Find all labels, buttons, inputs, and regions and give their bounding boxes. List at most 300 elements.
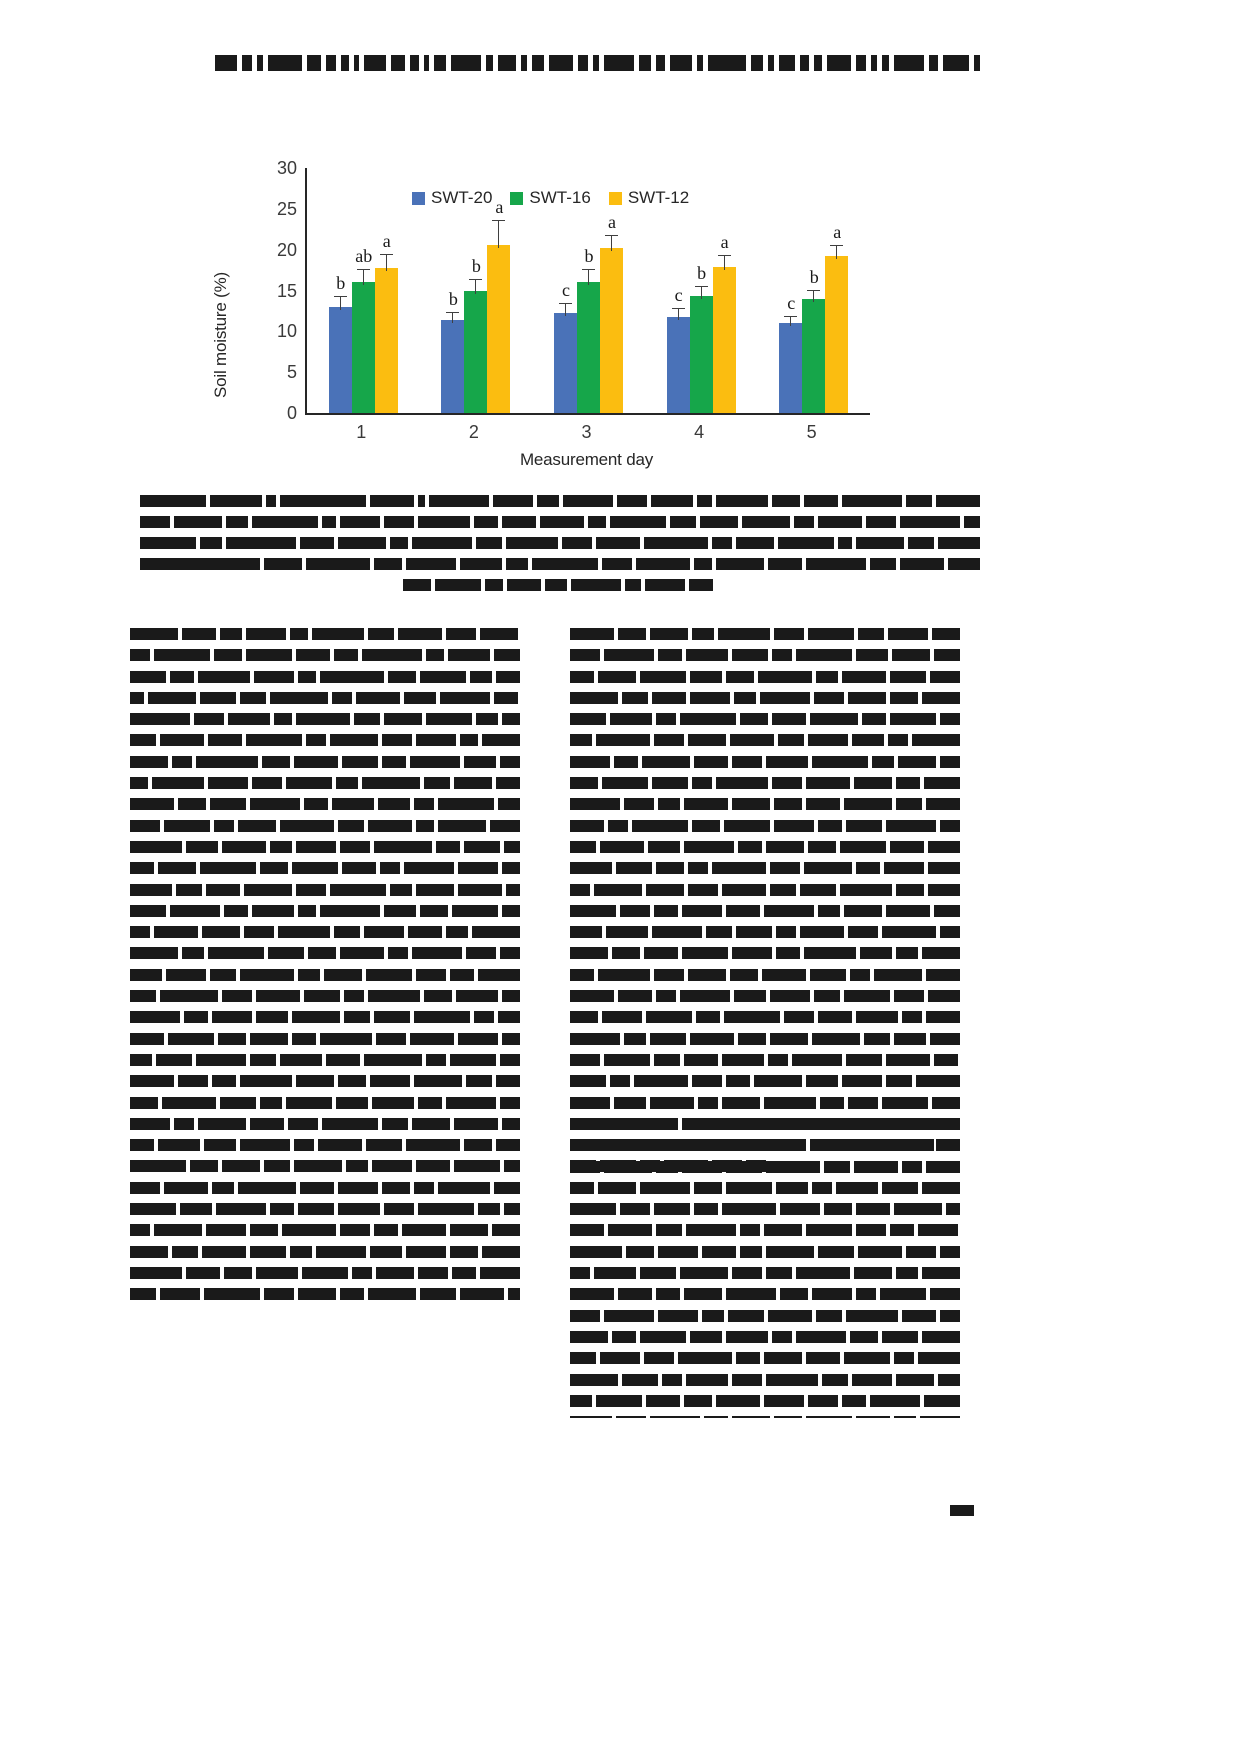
error-bar-cap: [357, 269, 370, 270]
redacted-word: [692, 777, 712, 789]
redacted-word: [318, 1139, 362, 1151]
redacted-word: [626, 1246, 654, 1258]
redacted-word: [448, 649, 490, 661]
redacted-word: [884, 862, 924, 874]
error-bar: [724, 256, 725, 270]
redacted-word: [804, 495, 838, 507]
redacted-word: [368, 990, 420, 1002]
redacted-word: [632, 820, 688, 832]
redacted-word: [298, 905, 316, 917]
x-axis-title: Measurement day: [519, 450, 654, 469]
redacted-word: [682, 905, 722, 917]
redacted-word: [336, 1097, 368, 1109]
redacted-word: [596, 734, 650, 746]
redacted-word: [842, 671, 886, 683]
redacted-word: [602, 777, 648, 789]
redacted-word: [264, 1160, 290, 1172]
error-bar-cap: [695, 286, 708, 287]
bar-swt-12-day-1: [375, 268, 398, 413]
redacted-word: [130, 777, 148, 789]
redacted-word: [912, 734, 960, 746]
redacted-word: [689, 579, 713, 591]
redacted-word: [768, 55, 774, 71]
redacted-word: [500, 1097, 520, 1109]
redacted-word: [780, 1288, 808, 1300]
redacted-word: [814, 990, 840, 1002]
redacted-word: [196, 1054, 246, 1066]
redacted-word: [418, 516, 470, 528]
redacted-word: [654, 1203, 690, 1215]
redacted-word: [570, 798, 620, 810]
redacted-word: [202, 926, 240, 938]
redacted-word: [507, 579, 541, 591]
redacted-word: [680, 1267, 728, 1279]
redacted-word: [426, 1054, 446, 1066]
error-bar-cap: [446, 312, 459, 313]
redacted-line: [130, 947, 520, 959]
redacted-word: [218, 1033, 246, 1045]
redacted-word: [434, 55, 446, 71]
redacted-line: [130, 1224, 520, 1236]
redacted-word: [172, 1246, 198, 1258]
redacted-word: [822, 1374, 848, 1386]
redacted-word: [842, 1395, 866, 1407]
redacted-word: [768, 1054, 788, 1066]
redacted-word: [740, 1224, 760, 1236]
redacted-word: [896, 1267, 918, 1279]
redacted-word: [656, 55, 665, 71]
redacted-word: [426, 713, 472, 725]
redacted-word: [478, 1203, 500, 1215]
redacted-word: [382, 756, 406, 768]
redacted-word: [652, 692, 686, 704]
redacted-word: [728, 1310, 764, 1322]
redacted-word: [418, 1267, 448, 1279]
redacted-word: [688, 969, 726, 981]
redacted-word: [900, 516, 960, 528]
redacted-word: [202, 1246, 246, 1258]
redacted-word: [226, 516, 248, 528]
redacted-word: [842, 495, 902, 507]
redacted-word: [890, 1224, 914, 1236]
redacted-word: [384, 516, 414, 528]
redacted-word: [642, 756, 690, 768]
redacted-word: [418, 495, 425, 507]
redacted-word: [842, 1075, 882, 1087]
redacted-word: [570, 1033, 620, 1045]
redacted-word: [336, 777, 358, 789]
redacted-word: [170, 905, 220, 917]
redacted-word: [818, 516, 862, 528]
redacted-line: [140, 495, 980, 507]
redacted-word: [600, 841, 644, 853]
redacted-word: [354, 55, 359, 71]
error-bar: [701, 287, 702, 299]
redacted-word: [286, 777, 332, 789]
redacted-word: [252, 516, 318, 528]
redacted-word: [778, 734, 804, 746]
redacted-word: [412, 537, 472, 549]
redacted-line: [130, 1097, 520, 1109]
redacted-word: [154, 926, 198, 938]
redacted-word: [812, 1288, 852, 1300]
redacted-word: [738, 841, 762, 853]
redacted-word: [240, 692, 266, 704]
redacted-word: [758, 1118, 808, 1130]
redacted-word: [634, 1118, 678, 1130]
redacted-word: [570, 1246, 622, 1258]
redacted-word: [280, 1054, 322, 1066]
redacted-word: [774, 820, 814, 832]
redacted-word: [922, 692, 960, 704]
redacted-word: [570, 1416, 612, 1418]
redacted-word: [474, 516, 498, 528]
redacted-word: [154, 649, 210, 661]
redacted-line: [130, 1203, 520, 1215]
redacted-word: [604, 649, 654, 661]
redacted-word: [210, 495, 262, 507]
redacted-word: [224, 905, 248, 917]
redacted-word: [918, 1224, 958, 1236]
redacted-line: [130, 841, 520, 853]
redacted-word: [738, 1033, 766, 1045]
redacted-word: [612, 1331, 636, 1343]
significance-letter: b: [471, 255, 481, 276]
redacted-word: [718, 628, 770, 640]
significance-letter: a: [720, 232, 729, 253]
redacted-word: [570, 1161, 600, 1173]
redacted-word: [446, 1097, 496, 1109]
redacted-word: [414, 798, 434, 810]
redacted-line: [130, 820, 520, 832]
redacted-line: [130, 862, 520, 874]
redacted-word: [816, 1310, 842, 1322]
redacted-word: [506, 537, 558, 549]
redacted-word: [130, 1182, 160, 1194]
redacted-word: [210, 969, 236, 981]
redacted-word: [856, 1011, 898, 1023]
redacted-word: [164, 1182, 208, 1194]
redacted-word: [438, 1182, 490, 1194]
redacted-word: [376, 1033, 406, 1045]
redacted-word: [810, 1139, 858, 1151]
redacted-line: [130, 1246, 520, 1258]
redacted-line: [570, 841, 960, 853]
redacted-word: [766, 1246, 814, 1258]
redacted-word: [412, 947, 462, 959]
redacted-word: [222, 841, 266, 853]
redacted-word: [780, 1203, 820, 1215]
redacted-word: [810, 969, 846, 981]
redacted-word: [836, 1182, 878, 1194]
error-bar: [340, 297, 341, 310]
redacted-word: [508, 1288, 520, 1300]
redacted-word: [212, 1011, 252, 1023]
redacted-word: [690, 671, 722, 683]
redacted-word: [764, 905, 814, 917]
error-bar: [452, 313, 453, 323]
error-bar-cap: [807, 290, 820, 291]
redacted-line: [570, 1267, 960, 1279]
redacted-word: [496, 1075, 520, 1087]
redacted-word: [496, 777, 520, 789]
redacted-word: [936, 495, 980, 507]
redacted-word: [906, 495, 932, 507]
redacted-word: [658, 1310, 698, 1322]
redacted-word: [766, 1161, 820, 1173]
redacted-word: [622, 1374, 658, 1386]
redacted-word: [604, 1161, 652, 1173]
redacted-word: [451, 55, 481, 71]
redacted-word: [130, 990, 156, 1002]
redacted-word: [670, 516, 696, 528]
redacted-word: [262, 756, 290, 768]
redacted-word: [604, 55, 634, 71]
redacted-word: [476, 713, 498, 725]
redacted-line: [570, 1395, 960, 1407]
redacted-word: [266, 495, 276, 507]
redacted-word: [846, 1310, 898, 1322]
redacted-word: [684, 841, 734, 853]
significance-letter: c: [561, 279, 570, 300]
redacted-word: [130, 628, 178, 640]
redacted-word: [896, 884, 924, 896]
redacted-word: [766, 1267, 792, 1279]
redacted-word: [388, 671, 416, 683]
redacted-word: [334, 649, 358, 661]
redacted-word: [296, 1075, 334, 1087]
redacted-word: [304, 990, 340, 1002]
redacted-word: [178, 798, 206, 810]
error-bar-cap: [718, 255, 731, 256]
bar-swt-20-day-3: [554, 313, 577, 413]
redacted-word: [198, 671, 250, 683]
error-bar: [588, 270, 589, 284]
redacted-word: [416, 734, 456, 746]
redacted-word: [670, 55, 692, 71]
bar-swt-16-day-1: [352, 282, 375, 413]
redacted-word: [570, 1097, 610, 1109]
significance-letter: a: [495, 197, 504, 218]
redacted-word: [228, 713, 270, 725]
redacted-word: [896, 1139, 934, 1151]
redacted-word: [130, 692, 144, 704]
redacted-word: [130, 1033, 164, 1045]
redacted-word: [506, 558, 528, 570]
redacted-word: [500, 756, 520, 768]
redacted-line: [570, 692, 960, 704]
redacted-word: [818, 820, 842, 832]
redacted-word: [852, 1374, 892, 1386]
redacted-word: [764, 1395, 804, 1407]
redacted-word: [130, 1054, 152, 1066]
redacted-word: [338, 820, 364, 832]
redacted-word: [736, 926, 772, 938]
redacted-word: [658, 1246, 698, 1258]
redacted-word: [882, 1331, 918, 1343]
redacted-word: [974, 55, 980, 71]
redacted-word: [722, 884, 766, 896]
redacted-word: [482, 1246, 520, 1258]
redacted-line: [570, 1374, 960, 1386]
redacted-word: [854, 777, 892, 789]
redacted-word: [570, 1352, 596, 1364]
redacted-word: [732, 1374, 762, 1386]
redacted-word: [804, 862, 852, 874]
redacted-line: [570, 628, 960, 640]
redacted-line: [570, 1118, 960, 1130]
redacted-word: [476, 537, 502, 549]
redacted-word: [504, 1203, 520, 1215]
redacted-word: [692, 820, 720, 832]
redacted-word: [172, 756, 192, 768]
redacted-line: [130, 1118, 520, 1130]
redacted-word: [772, 713, 806, 725]
redacted-word: [902, 1011, 922, 1023]
redacted-line: [950, 1505, 978, 1518]
redacted-word: [890, 692, 918, 704]
redacted-line: [130, 990, 520, 1002]
redacted-word: [416, 1160, 450, 1172]
redacted-word: [926, 798, 960, 810]
redacted-word: [296, 713, 350, 725]
redacted-word: [240, 969, 294, 981]
redacted-word: [570, 905, 616, 917]
redacted-word: [406, 558, 456, 570]
redacted-word: [844, 990, 890, 1002]
redacted-word: [814, 692, 844, 704]
redacted-line: [130, 1054, 520, 1066]
redacted-word: [498, 55, 516, 71]
redacted-word: [654, 1054, 680, 1066]
redacted-word: [426, 649, 444, 661]
redacted-word: [436, 841, 460, 853]
x-tick-label: 5: [806, 422, 817, 442]
redacted-line: [130, 1139, 520, 1151]
redacted-word: [570, 671, 594, 683]
redacted-word: [416, 969, 446, 981]
redacted-word: [290, 628, 308, 640]
redacted-line: [570, 671, 960, 683]
redacted-word: [264, 1288, 294, 1300]
redacted-line: [570, 820, 960, 832]
redacted-line: [130, 671, 520, 683]
redacted-word: [818, 1246, 854, 1258]
redacted-word: [354, 713, 380, 725]
redacted-word: [890, 841, 924, 853]
redacted-word: [928, 862, 960, 874]
redacted-word: [888, 734, 908, 746]
redacted-line: [130, 734, 520, 746]
redacted-word: [370, 1246, 402, 1258]
plot-area: [305, 168, 870, 415]
redacted-word: [708, 55, 746, 71]
redacted-word: [800, 55, 809, 71]
redacted-word: [934, 649, 960, 661]
redacted-word: [186, 1267, 220, 1279]
redacted-word: [294, 756, 338, 768]
redacted-line: [130, 1033, 520, 1045]
redacted-word: [570, 926, 602, 938]
redacted-line: [140, 537, 980, 549]
redacted-word: [636, 558, 690, 570]
redacted-word: [656, 862, 684, 874]
bar-swt-20-day-1: [329, 307, 352, 413]
redacted-line: [570, 713, 960, 725]
redacted-word: [368, 1288, 416, 1300]
significance-letter: c: [787, 293, 796, 314]
redacted-word: [652, 777, 688, 789]
redacted-word: [464, 756, 496, 768]
redacted-word: [618, 1288, 652, 1300]
redacted-word: [244, 884, 292, 896]
redacted-word: [224, 1267, 252, 1279]
redacted-word: [844, 798, 892, 810]
redacted-word: [238, 1182, 296, 1194]
redacted-word: [742, 516, 790, 528]
redacted-word: [806, 1416, 852, 1418]
redacted-word: [320, 671, 384, 683]
redacted-line: [570, 1310, 960, 1322]
redacted-word: [341, 55, 349, 71]
redacted-word: [298, 969, 320, 981]
redacted-word: [894, 1203, 942, 1215]
redacted-word: [943, 55, 969, 71]
redacted-word: [920, 1416, 960, 1418]
redacted-word: [696, 1011, 720, 1023]
redacted-word: [216, 1203, 266, 1215]
redacted-word: [450, 969, 474, 981]
redacted-line: [570, 1416, 960, 1418]
redacted-word: [571, 579, 621, 591]
redacted-word: [796, 1331, 846, 1343]
redacted-word: [648, 841, 680, 853]
redacted-word: [588, 516, 606, 528]
redacted-word: [906, 1246, 936, 1258]
redacted-word: [362, 777, 420, 789]
redacted-word: [466, 1075, 492, 1087]
redacted-word: [922, 1267, 960, 1279]
redacted-word: [458, 1033, 498, 1045]
redacted-line: [570, 1011, 960, 1023]
error-bar-cap: [334, 296, 347, 297]
redacted-word: [340, 841, 370, 853]
redacted-word: [651, 495, 693, 507]
redacted-word: [772, 495, 800, 507]
redacted-word: [688, 884, 718, 896]
redacted-line: [130, 798, 520, 810]
redacted-line: [570, 947, 960, 959]
y-tick-label: 0: [286, 403, 297, 423]
redacted-line: [570, 969, 960, 981]
redacted-word: [922, 947, 960, 959]
redacted-word: [404, 862, 454, 874]
redacted-word: [766, 841, 804, 853]
redacted-word: [130, 1075, 174, 1087]
redacted-word: [856, 1224, 886, 1236]
redacted-word: [640, 671, 686, 683]
redacted-word: [414, 1011, 470, 1023]
redacted-word: [656, 1224, 682, 1236]
redacted-word: [210, 798, 246, 810]
redacted-line: [130, 1267, 520, 1279]
redacted-word: [932, 1097, 960, 1109]
redacted-word: [326, 55, 336, 71]
redacted-word: [900, 558, 944, 570]
redacted-word: [658, 798, 680, 810]
redacted-word: [762, 969, 806, 981]
bar-group: [757, 168, 870, 413]
